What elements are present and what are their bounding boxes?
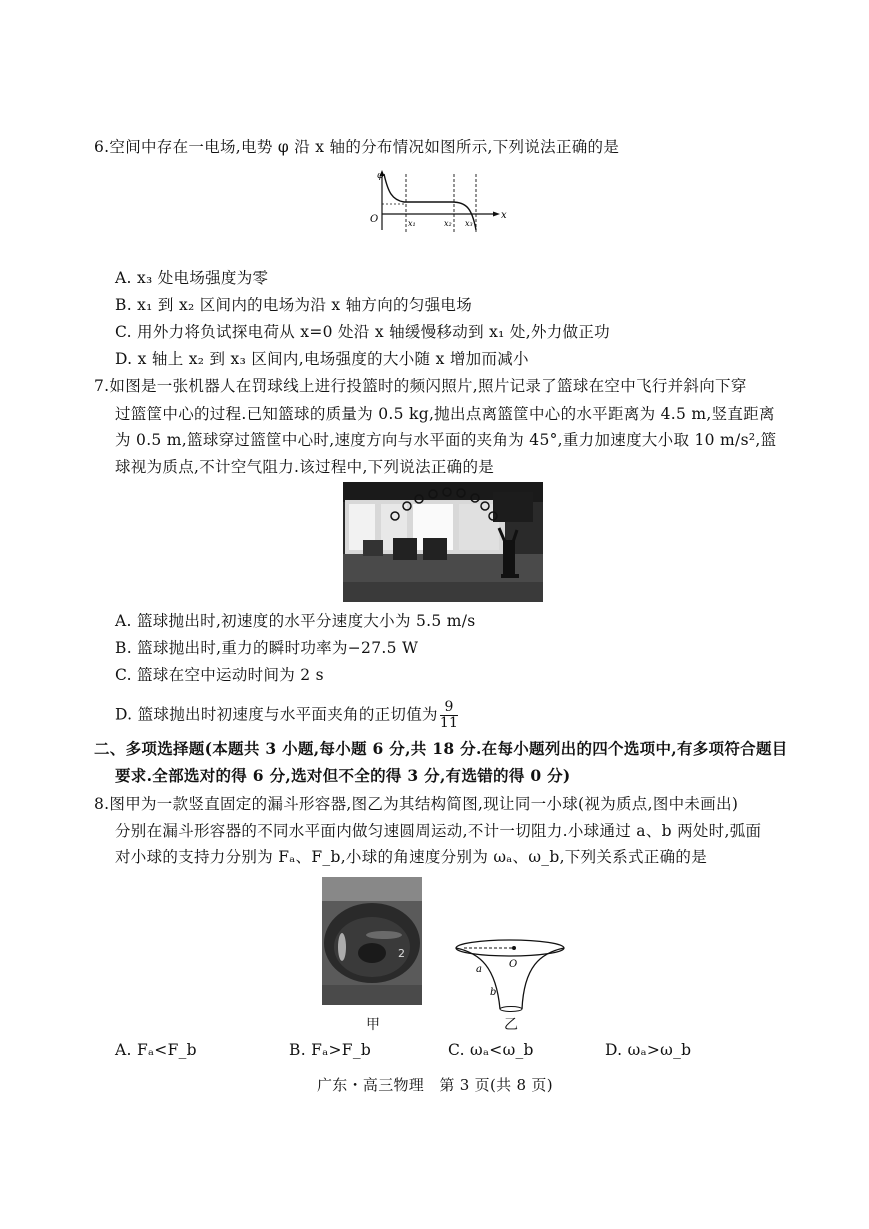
q7-option-d-text: D. 篮球抛出时初速度与水平面夹角的正切值为 xyxy=(115,705,438,724)
point-label-a: a xyxy=(476,964,482,975)
q6-stem: 6.空间中存在一电场,电势 φ 沿 x 轴的分布情况如图所示,下列说法正确的是 xyxy=(94,138,620,156)
fraction-denominator: 11 xyxy=(439,715,459,731)
x2-label: x₂ xyxy=(444,219,452,228)
q8-option-a: A. Fₐ<F_b xyxy=(115,1041,197,1059)
x3-label: x₃ xyxy=(465,219,473,228)
x-axis-label: x xyxy=(501,210,507,221)
funnel-diagram xyxy=(452,937,572,1013)
q8-option-c: C. ωₐ<ω_b xyxy=(448,1041,534,1059)
q6-option-c: C. 用外力将负试探电荷从 x=0 处沿 x 轴缓慢移动到 x₁ 处,外力做正功 xyxy=(115,323,610,341)
photo-digit-2: 2 xyxy=(398,947,405,960)
page-footer: 广东・高三物理 第 3 页(共 8 页) xyxy=(317,1076,553,1094)
q7-line-2: 过篮筐中心的过程.已知篮球的质量为 0.5 kg,抛出点离篮筐中心的水平距离为 4.5 m,竖直距离 xyxy=(115,405,775,423)
caption-yi: 乙 xyxy=(504,1017,518,1033)
section2-heading-line-2: 要求.全部选对的得 6 分,选对但不全的得 3 分,有选错的得 0 分) xyxy=(115,766,571,785)
q8-option-d: D. ωₐ>ω_b xyxy=(605,1041,692,1059)
q7-option-d-fraction xyxy=(440,700,458,731)
y-axis-label: φ xyxy=(377,171,384,181)
q8-line-2: 分别在漏斗形容器的不同水平面内做匀速圆周运动,不计一切阻力.小球通过 a、b 两处时,弧面 xyxy=(115,822,762,840)
fraction-numerator: 9 xyxy=(440,700,458,716)
q7-option-a: A. 篮球抛出时,初速度的水平分速度大小为 5.5 m/s xyxy=(115,612,476,630)
q7-line-3: 为 0.5 m,篮球穿过篮筐中心时,速度方向与水平面的夹角为 45°,重力加速度大小取 10 m/s²,篮 xyxy=(115,431,777,449)
q8-option-b: B. Fₐ>F_b xyxy=(289,1041,372,1059)
q6-option-a: A. x₃ 处电场强度为零 xyxy=(115,269,269,287)
caption-jia: 甲 xyxy=(366,1017,380,1033)
q7-option-b: B. 篮球抛出时,重力的瞬时功率为−27.5 W xyxy=(115,639,419,657)
q7-line-1: 7.如图是一张机器人在罚球线上进行投篮时的频闪照片,照片记录了篮球在空中飞行并斜向下穿 xyxy=(94,377,747,395)
q8-line-1: 8.图甲为一款竖直固定的漏斗形容器,图乙为其结构简图,现让同一小球(视为质点,图中未画出) xyxy=(94,795,739,813)
funnel-photo xyxy=(322,877,422,1005)
point-label-b: b xyxy=(490,987,497,998)
q7-option-c: C. 篮球在空中运动时间为 2 s xyxy=(115,666,324,684)
section2-heading-line-1: 二、多项选择题(本题共 3 小题,每小题 6 分,共 18 分.在每小题列出的四个选项中,有多项符合题目 xyxy=(94,739,788,758)
q7-option-d xyxy=(115,700,458,731)
q8-line-3: 对小球的支持力分别为 Fₐ、F_b,小球的角速度分别为 ωₐ、ω_b,下列关系式正确的是 xyxy=(115,848,707,866)
q6-option-d: D. x 轴上 x₂ 到 x₃ 区间内,电场强度的大小随 x 增加而减小 xyxy=(115,350,529,368)
q6-option-b: B. x₁ 到 x₂ 区间内的电场为沿 x 轴方向的匀强电场 xyxy=(115,296,473,314)
q7-line-4: 球视为质点,不计空气阻力.该过程中,下列说法正确的是 xyxy=(115,458,495,476)
origin-label: O xyxy=(370,214,379,225)
potential-graph xyxy=(368,168,512,232)
x1-label: x₁ xyxy=(408,219,416,228)
center-label-o: O xyxy=(509,959,518,970)
basketball-robot-photo xyxy=(343,482,543,602)
